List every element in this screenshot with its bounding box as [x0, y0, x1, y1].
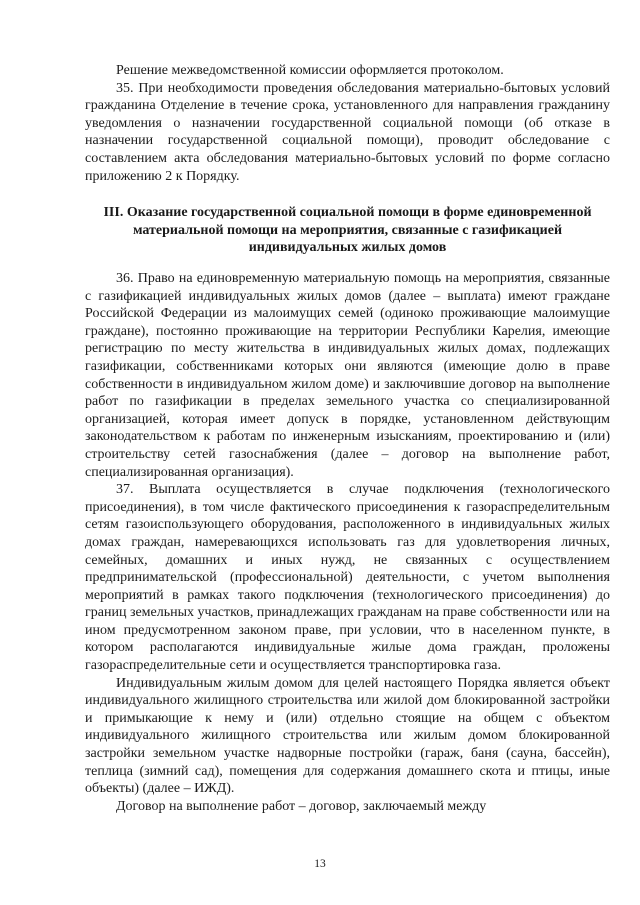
body-section: [85, 270, 610, 815]
paragraph-36: 36. Право на единовременную материальную помощь на мероприятия, связанные с газификацией индивидуальных жилых домов (далее – выплата) имеют граждане Российской Федерации из малоимущих семей (одиноко проживающие малоимущие граждане), постоянно проживающие на территории Республики Карелия, имеющие регистрацию по месту жительства в индивидуальных жилых домах, подлежащих газификации, собственниками которых они являются (имеющие долю в праве собственности в индивидуальном жилом доме) и заключившие договор на выполнение работ по газификации в пределах земельного участка со специализированной организацией, которая имеет допуск в порядке, установленном действующим законодательством к работам по инженерным изысканиям, проектированию и (или) строительству сетей газоснабжения (далее – договор на выполнение работ, специализированная организация).: [85, 271, 610, 480]
paragraph-35: 35. При необходимости проведения обследования материально-бытовых условий гражданина Отделение в течение срока, установленного для направления гражданину уведомления о назначении государственной социальной помощи (об отказе в назначении государственной социальной помощи), проводит обследование с составлением акта обследования материально-бытовых условий по форме согласно приложению 2 к Порядку.: [85, 80, 610, 184]
paragraph-37: 37. Выплата осуществляется в случае подключения (технологического присоединения), в том числе фактического присоединения к газораспределительным сетям газоиспользующего оборудования, расположенного в индивидуальных жилых домах граждан, намеревающихся использовать газ для удовлетворения личных, семейных, домашних и иных нужд, не связанных с осуществлением предпринимательской (профессиональной) деятельности, с учетом выполнения мероприятий в рамках такого подключения (технологического присоединения) до границ земельных участков, принадлежащих гражданам на праве собственности или на ином предусмотренном законом праве, при условии, что в населенном пункте, в котором располагаются индивидуальные жилые дома граждан, проложены газораспределительные сети и осуществляется транспортировка газа.: [85, 482, 610, 674]
paragraph-contract-definition: Договор на выполнение работ – договор, заключаемый между: [116, 798, 487, 814]
section-heading-iii: III. Оказание государственной социальной помощи в форме единовременной материальной помощи на мероприятия, связанные с газификацией индивидуальных жилых домов: [103, 205, 592, 255]
paragraph-intro-decision: Решение межведомственной комиссии оформляется протоколом.: [116, 63, 504, 78]
paragraph-izhd-definition: Индивидуальным жилым домом для целей настоящего Порядка является объект индивидуального жилищного строительства или жилой дом блокированной застройки и примыкающие к нему и (или) отдельно стоящие на общем с объектом индивидуального жилищного строительства или жилым домом блокированной застройки земельном участке надворные постройки (гараж, баня (сауна, бассейн), теплица (зимний сад), помещения для содержания домашнего скота и птицы, иные объекты) (далее – ИЖД).: [85, 675, 610, 797]
page-number: 13: [314, 858, 326, 870]
intro-section: [85, 62, 610, 185]
